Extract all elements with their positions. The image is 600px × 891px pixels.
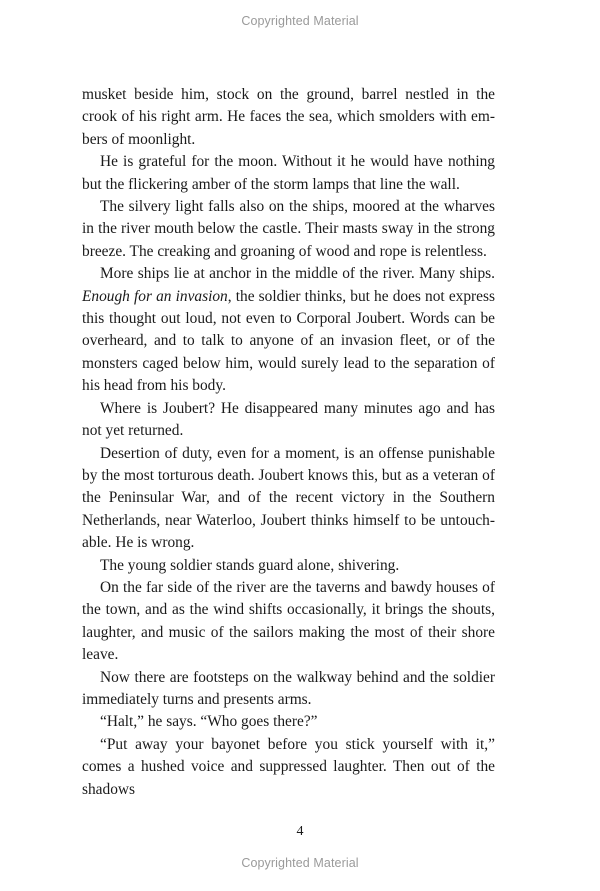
- paragraph: “Put away your bayonet before you stick yourself with it,” comes a hushed voice and suppressed laughter. Then out of the shadows: [82, 735, 495, 798]
- copyright-watermark-bottom: Copyrighted Material: [241, 856, 359, 870]
- paragraph: [82, 263, 495, 397]
- paragraph: The silvery light falls also on the ships, moored at the wharves in the river mouth below the castle. Their masts sway in the strong breeze. The creaking and groaning of wood and rope is relentless.: [82, 198, 495, 260]
- paragraph-text: , the soldier thinks, but he does not express this thought out loud, not even to Corporal Joubert. Words can be overheard, and to talk to anyone of an invasion fleet, or of the monsters caged below him, would surely lead to the separation of his head from his body.: [82, 287, 495, 395]
- paragraph: On the far side of the river are the taverns and bawdy houses of the town, and as the wind shifts occasionally, it brings the shouts, laughter, and music of the sailors making the most of their shore leave.: [82, 578, 495, 664]
- body-text: [82, 84, 495, 801]
- paragraph: Now there are footsteps on the walkway behind and the soldier immediately turns and presents arms.: [82, 668, 495, 708]
- italic-phrase: Enough for an invasion: [82, 287, 228, 305]
- paragraph-text: More ships lie at anchor in the middle of the river. Many ships.: [100, 265, 495, 283]
- paragraph: “Halt,” he says. “Who goes there?”: [100, 713, 318, 731]
- copyright-watermark-top: Copyrighted Material: [241, 14, 359, 28]
- paragraph: The young soldier stands guard alone, shivering.: [100, 556, 400, 574]
- page-number: 4: [296, 824, 304, 839]
- paragraph: Desertion of duty, even for a moment, is an offense punishable by the most torturous death. Joubert knows this, but as a veteran of the Peninsular War, and of the recent victory in the Southern Netherlands, near Waterloo, Joubert thinks himself to be untouchable. He is wrong.: [82, 444, 495, 552]
- paragraph: Where is Joubert? He disappeared many minutes ago and has not yet returned.: [82, 399, 495, 440]
- paragraph: He is grateful for the moon. Without it he would have nothing but the flickering amber of the storm lamps that line the wall.: [82, 153, 495, 193]
- paragraph: musket beside him, stock on the ground, barrel nestled in the crook of his right arm. He faces the sea, which smolders with embers of moonlight.: [82, 86, 495, 148]
